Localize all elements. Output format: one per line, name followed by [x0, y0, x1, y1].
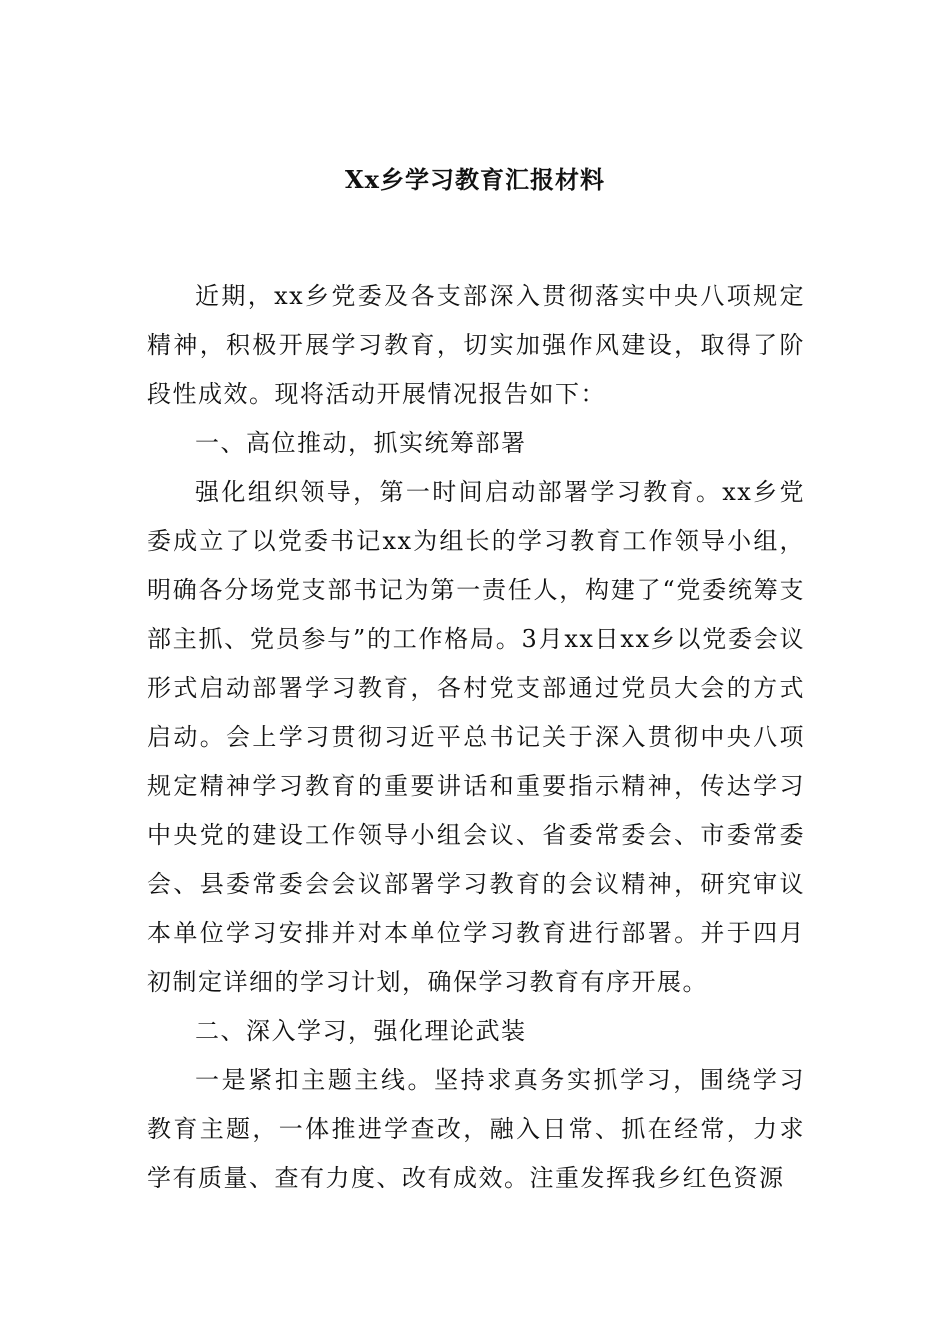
section-heading-2: 二、深入学习，强化理论武装 — [195, 1017, 527, 1045]
paragraph-organization: 强化组织领导，第一时间启动部署学习教育。xx乡党委成立了以党委书记xx为组长的学习教育工作领导小组，明确各分场党支部书记为第一责任人，构建了“党委统筹支部主抓、党员参与”的工作格局。3月xx日xx乡以党委会议形式启动部署学习教育，各村党支部通过党员大会的方式启动。会上学习贯彻习近平总书记关于深入贯彻中央八项规定精神学习教育的重要讲话和重要指示精神，传达学习中央党的建设工作领导小组会议、省委常委会、市委常委会、县委常委会会议部署学习教育的会议精神，研究审议本单位学习安排并对本单位学习教育进行部署。并于四月初制定详细的学习计划，确保学习教育有序开展。 — [147, 478, 805, 996]
section-heading-1: 一、高位推动，抓实统筹部署 — [195, 429, 527, 457]
paragraph-study: 一是紧扣主题主线。坚持求真务实抓学习，围绕学习教育主题，一体推进学查改，融入日常、抓在经常，力求学有质量、查有力度、改有成效。注重发挥我乡红色资源 — [147, 1066, 805, 1192]
document-title: Xx乡学习教育汇报材料 — [345, 165, 605, 194]
paragraph-intro: 近期，xx乡党委及各支部深入贯彻落实中央八项规定精神，积极开展学习教育，切实加强作风建设，取得了阶段性成效。现将活动开展情况报告如下： — [147, 282, 805, 408]
document-body — [147, 272, 805, 1203]
